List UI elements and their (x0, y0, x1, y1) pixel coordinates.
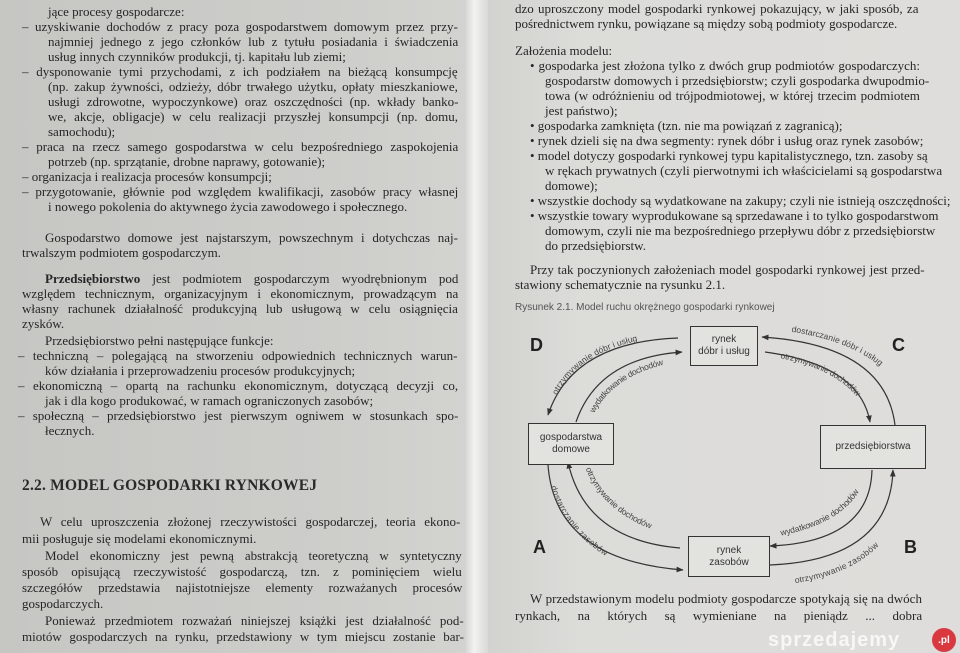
left-page-text-line: – przygotowanie, głównie pod względem kwalifikacji, zasobów pracy własnej (22, 184, 459, 199)
watermark-logo: sprzedajemy (768, 629, 901, 651)
right-page-text-line: jest państwo); (545, 103, 618, 118)
right-page-text-line: stawiony schematycznie na rysunku 2.1. (515, 277, 726, 292)
left-page-text-line: – praca na rzecz samego gospodarstwa w celu bezpośredniego zaspokojenia (22, 139, 459, 154)
label-c-outer: dostarczanie dóbr i usług (791, 323, 886, 368)
left-page-text-line: względem technicznym, organizacyjnym i ekonomicznym, prowadzącym na (22, 286, 459, 301)
box-label: zasobów (709, 556, 749, 568)
left-page-text-line: jące procesy gospodarcze: (48, 4, 185, 19)
corner-label-c: C (892, 335, 905, 355)
box-label: rynek (711, 334, 737, 345)
left-page-text-line: jak i dla kogo produkować, w ramach ograniczonych zasobów; (45, 393, 374, 408)
right-page-text-line: • gospodarka jest złożona tylko z dwóch grup podmiotów gospodarczych: (530, 58, 920, 73)
svg-text:otrzymywanie dochodów (780, 350, 864, 398)
right-page-text-line: • model dotyczy gospodarki rynkowej typu kapitalistycznego, tzn. zasoby są (530, 148, 928, 163)
left-page-text-line: Model ekonomiczny jest pewną abstrakcją teoretyczną w syntetyczny (45, 548, 462, 563)
left-page-text-line: Gospodarstwo domowe jest najstarszym, powszechnym i dotychczas naj- (45, 230, 458, 245)
box-label: przedsiębiorstwa (835, 441, 911, 452)
left-page-text-line: sposób opisującą rzeczywistość gospodarczą, tzn. z pominięciem wielu (22, 564, 462, 579)
left-page-text-line: – dysponowanie tymi przychodami, z ich podziałem na bieżącą konsumpcję (22, 64, 458, 79)
box-label: gospodarstwa (539, 432, 603, 443)
left-page-text-line: we, akcje, obligacje) w celu realizacji przyszłej konsumpcji (np. domu, (48, 109, 458, 124)
right-page-text-line: • rynek dzieli się na dwa segmenty: rynek dóbr i usług oraz rynek zasobów; (530, 133, 924, 148)
left-page-text-line: ków działania i przeprowadzeniu procesów produkcyjnych; (45, 363, 356, 378)
label-b-inner: wydatkowanie dochodów (779, 487, 861, 538)
arrow-c-outer (762, 337, 895, 425)
bold-term: Przedsiębiorstwo (45, 271, 141, 286)
section-heading: 2.2. MODEL GOSPODARKI RYNKOWEJ (22, 477, 318, 494)
right-page-text-line: domowym, czyli nie ma bezpośredniego przepływu dóbr z przedsiębiorstw (545, 223, 936, 238)
left-page-text-line: – społeczną – przedsiębiorstwo jest pierwszym ogniwem w stosunkach spo- (18, 408, 459, 423)
right-page-text-line: • wszystkie dochody są wydatkowane na zakupy; czyli nie istnieją oszczędności; (530, 193, 951, 208)
right-page-text-line: • wszystkie towary wyprodukowane są sprzedawane i to tylko gospodarstwom (530, 208, 939, 223)
left-page-text-line: Przedsiębiorstwo pełni następujące funkcje: (45, 333, 274, 348)
label-c-inner: otrzymywanie dochodów (779, 350, 863, 398)
watermark-badge: .pl (932, 628, 956, 652)
label-a-inner: otrzymywanie dochodów (583, 465, 654, 531)
box-goods-market (690, 326, 758, 366)
left-page-text-line: szczegółów przedstawia najistotniejsze elementy rozważanych procesów (22, 580, 463, 595)
right-page-text-line: towa (w odróżnieniu od trójpodmiotowej, w której trzecim podmiotem (545, 88, 920, 103)
left-page-text-line: – organizacja i realizacja procesów konsumpcji; (22, 169, 272, 184)
left-page-text-line: – techniczną – polegającą na stworzeniu odpowiednich technicznych warun- (18, 348, 458, 363)
figure-caption: Rysunek 2.1. Model ruchu okrężnego gospodarki rynkowej (515, 302, 775, 313)
right-page-text-line: Założenia modelu: (515, 43, 613, 58)
corner-label-b: B (904, 537, 917, 557)
left-page-text-line: usługi zdrowotne, wypoczynkowe) oraz oszczędności (np. wkłady banko- (48, 94, 459, 109)
left-page-text-line: potrzeb (np. sprzątanie, drobne naprawy, gotowanie); (48, 154, 326, 169)
right-page-text-line: Przy tak poczynionych założeniach model gospodarki rynkowej jest przed- (530, 262, 925, 277)
svg-text:otrzymywanie zasobów (794, 539, 881, 585)
left-page-text-line: najmniej jednego z jego członków lub z tytułu posiadania i świadczenia (48, 34, 459, 49)
label-d-inner: wydatkowanie dochodów (587, 357, 665, 415)
label-d-outer: otrzymywanie dóbr i usług (549, 332, 639, 397)
box-label: rynek (716, 544, 742, 556)
right-page-text-line: gospodarstw domowych i przedsiębiorstw; czyli gospodarka dwupodmio- (545, 73, 930, 88)
corner-label-a: A (533, 537, 546, 557)
right-page-text-line: w rękach prywatnych (czyli pierwotnymi ich właścicielami są gospodarstwa (545, 163, 943, 178)
left-page-text-line: – ekonomiczną – opartą na rachunku ekonomicznym, dotyczącą decyzji co, (18, 378, 459, 393)
left-page-text-line: – uzyskiwanie dochodów z pracy poza gospodarstwem domowym przez przy- (22, 19, 458, 34)
label-b-outer: otrzymywanie zasobów (793, 539, 881, 586)
svg-text:otrzymywanie dóbr i usług (550, 333, 639, 396)
right-page-text-line: rynkach, na których są wymieniane na pieniądz ... dobra (515, 608, 923, 623)
left-page-text-line: trwalszym podmiotem gospodarczym. (22, 245, 221, 260)
right-page-text-line: • gospodarka zamknięta (tzn. nie ma powiązań z zagranicą); (530, 118, 843, 133)
left-page-text-line: mii posługuje się modelami ekonomicznymi. (22, 531, 257, 546)
box-resource-market (688, 536, 770, 577)
box-households (528, 423, 614, 465)
right-page-text-line: pośrednictwem rynku, powiązane są między sobą podmioty gospodarcze. (515, 16, 898, 31)
left-page-text-line: Ponieważ przedmiotem rozważań niniejszej książki jest działalność pod- (45, 613, 464, 628)
left-page-text-line: własny rachunek działalność produkcyjną lub usługową w celu osiągnięcia (22, 301, 458, 316)
line-text: jest podmiotem gospodarczym wyodrębnionym pod (140, 271, 459, 286)
box-label: domowe (552, 444, 590, 455)
right-page-text-line: domowe); (545, 178, 598, 193)
left-page-text-line: łecznych. (45, 423, 95, 438)
svg-text:wydatkowanie dochodów (778, 486, 861, 537)
left-page-text-line: W celu uproszczenia złożonej rzeczywistości gospodarczej, teoria ekono- (40, 514, 461, 529)
corner-label-d: D (530, 335, 543, 355)
left-page-text-line: zysków. (22, 316, 65, 331)
left-page-text-line: usług innych czynników produkcji, tj. kapitału lub ziemi; (48, 49, 346, 64)
svg-text:otrzymywanie dochodów (584, 466, 654, 531)
left-page-text-line: i nowego pokolenia do aktywnego życia zawodowego i społecznego. (48, 199, 408, 214)
left-page-text-line: samochodu); (48, 124, 116, 139)
right-page-text-line: do przedsiębiorstw. (545, 238, 646, 253)
right-page-text-line: W przedstawionym modelu podmioty gospodarcze spotykają się na dwóch (530, 591, 922, 606)
left-page-text-line: miotów gospodarczych na rynku, przedstawiony w tym miejscu zostanie bar- (22, 629, 464, 644)
label-a-outer: dostarczanie zasobów (548, 484, 610, 558)
box-firms (820, 425, 926, 469)
left-page-text-line: gospodarczych. (22, 596, 104, 611)
left-page-text-line: (np. zakup żywności, odzieży, dóbr trwałego użytku, opłaty mieszkaniowe, (48, 79, 458, 94)
box-label: dóbr i usług (698, 346, 750, 357)
right-page-text-line: dzo uproszczony model gospodarki rynkowej pokazujący, w jaki sposób, za (515, 1, 919, 16)
